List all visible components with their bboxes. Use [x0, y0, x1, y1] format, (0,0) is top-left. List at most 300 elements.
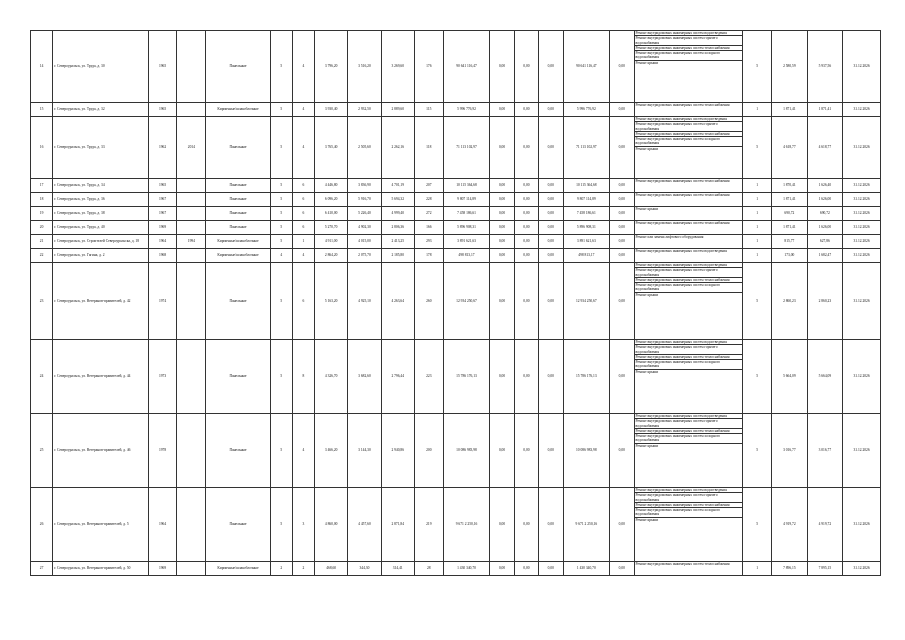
- table-row: [31, 235, 881, 249]
- total-area-cell: 6 410,00: [315, 207, 348, 221]
- repair-works-cell: [634, 221, 743, 235]
- deadline-date-cell: 31.12.2026: [843, 263, 881, 340]
- floors-count-cell: 5: [270, 488, 292, 562]
- municipal-funds-cell: 0,00: [539, 221, 563, 235]
- repair-works-cell: [634, 562, 743, 576]
- owners-funds-cell: 90 641 116,47: [563, 31, 610, 103]
- repair-work-item: Ремонт крыши: [635, 207, 659, 211]
- table-row: [31, 249, 881, 263]
- address-cell: г. Североуральск, ул. Труда, д. 34: [53, 179, 148, 193]
- municipal-funds-cell: 0,00: [539, 193, 563, 207]
- total-cost-cell: 90 641 116,47: [443, 31, 490, 103]
- total-cost-cell: 71 113 102,97: [443, 117, 490, 179]
- repair-works-cell: [634, 263, 743, 340]
- repair-work-item: Ремонт внутридомовых инженерных систем водоотведения: [635, 488, 743, 493]
- residents-count-cell: 219: [414, 488, 443, 562]
- repair-work-item: Ремонт внутридомовых инженерных систем горячего водоснабжения: [635, 419, 743, 429]
- row-number-cell: 16: [31, 117, 53, 179]
- repair-works-cell: [634, 235, 743, 249]
- address-cell: г. Североуральск, ул. Ветеранов-правителей, д. 42: [53, 263, 148, 340]
- deadline-date-cell: 31.12.2026: [843, 31, 881, 103]
- municipal-funds-cell: 0,00: [539, 103, 563, 117]
- table-row: [31, 207, 881, 221]
- floors-count-cell: 2: [270, 562, 292, 576]
- municipal-funds-cell: 0,00: [539, 263, 563, 340]
- premises-area-cell: 4 457,60: [348, 488, 381, 562]
- repair-work-item: Ремонт внутридомовых инженерных систем холодного водоснабжения: [635, 434, 743, 444]
- floors-count-cell: 5: [270, 117, 292, 179]
- regional-funds-cell: 0,00: [514, 103, 538, 117]
- year-reconstruction-cell: [177, 414, 206, 488]
- row-number-cell: 25: [31, 414, 53, 488]
- premises-area-cell: 5 226,40: [348, 207, 381, 221]
- repair-work-item: Ремонт крыши: [635, 517, 659, 522]
- table-row: [31, 179, 881, 193]
- floors-count-cell: 5: [270, 179, 292, 193]
- unit-cost-cell: 1 871,41: [772, 103, 808, 117]
- works-count-cell: 1: [743, 235, 772, 249]
- unit-cost-cell: 1 870,41: [772, 179, 808, 193]
- deadline-date-cell: 31.12.2026: [843, 117, 881, 179]
- repair-works-list: [635, 221, 743, 225]
- max-unit-cost-cell: 2 860,23: [807, 263, 843, 340]
- max-unit-cost-cell: 1 871,41: [807, 103, 843, 117]
- year-reconstruction-cell: [177, 103, 206, 117]
- residential-area-cell: 3 269,60: [381, 31, 414, 103]
- works-count-cell: 1: [743, 103, 772, 117]
- entrances-count-cell: 3: [292, 488, 314, 562]
- year-reconstruction-cell: [177, 193, 206, 207]
- premises-area-cell: 3 144,30: [348, 414, 381, 488]
- federal-funds-cell: 0,00: [490, 414, 514, 488]
- repair-works-list: [635, 179, 743, 183]
- regional-funds-cell: 0,00: [514, 249, 538, 263]
- federal-funds-cell: 0,00: [490, 31, 514, 103]
- repair-work-item: Ремонт внутридомовых инженерных систем горячего водоснабжения: [635, 345, 743, 355]
- residents-count-cell: 293: [414, 235, 443, 249]
- row-number-cell: 15: [31, 103, 53, 117]
- residential-area-cell: 4 701,19: [381, 179, 414, 193]
- regional-funds-cell: 0,00: [514, 263, 538, 340]
- other-funds-cell: 0,00: [610, 179, 634, 193]
- owners-funds-cell: 10 086 983,98: [563, 414, 610, 488]
- repair-work-item: Ремонт внутридомовых инженерных систем холодного водоснабжения: [635, 137, 743, 147]
- year-reconstruction-cell: 2014: [177, 117, 206, 179]
- repair-works-cell: [634, 249, 743, 263]
- wall-material-cell: Панельные: [206, 117, 270, 179]
- year-built-cell: 1978: [148, 414, 177, 488]
- floors-count-cell: 5: [270, 263, 292, 340]
- total-cost-cell: 10 115 364,68: [443, 179, 490, 193]
- premises-area-cell: 4 902,30: [348, 221, 381, 235]
- max-unit-cost-cell: 4 618,77: [807, 117, 843, 179]
- premises-area-cell: 2 505,60: [348, 117, 381, 179]
- unit-cost-cell: 4 618,77: [772, 117, 808, 179]
- municipal-funds-cell: 0,00: [539, 249, 563, 263]
- residents-count-cell: 200: [414, 414, 443, 488]
- residential-area-cell: 5 694,32: [381, 193, 414, 207]
- residents-count-cell: 223: [414, 340, 443, 414]
- premises-area-cell: 344,30: [348, 562, 381, 576]
- residential-area-cell: 2 413,25: [381, 235, 414, 249]
- table-row: [31, 31, 881, 103]
- repair-works-list: [635, 414, 743, 448]
- address-cell: г. Североуральск, ул. Труда, д. 40: [53, 221, 148, 235]
- residential-area-cell: 2 262,16: [381, 117, 414, 179]
- max-unit-cost-cell: 1 626,40: [807, 179, 843, 193]
- federal-funds-cell: 0,00: [490, 221, 514, 235]
- entrances-count-cell: 4: [292, 249, 314, 263]
- federal-funds-cell: 0,00: [490, 193, 514, 207]
- year-built-cell: 1962: [148, 117, 177, 179]
- repair-works-list: [635, 31, 743, 65]
- federal-funds-cell: 0,00: [490, 249, 514, 263]
- table-row: [31, 263, 881, 340]
- year-reconstruction-cell: [177, 263, 206, 340]
- repair-work-item: Ремонт внутридомовых инженерных систем холодного водоснабжения: [635, 508, 743, 518]
- wall-material-cell: Кирпичные/шлакоблочные: [206, 235, 270, 249]
- unit-cost-cell: 815,77: [772, 235, 808, 249]
- total-cost-cell: 9 671 2 250,16: [443, 488, 490, 562]
- address-cell: г. Североуральск, ул. Труда, д. 33: [53, 117, 148, 179]
- works-count-cell: 1: [743, 562, 772, 576]
- owners-funds-cell: 15 786 176,13: [563, 340, 610, 414]
- owners-funds-cell: 5 996 776,92: [563, 103, 610, 117]
- year-reconstruction-cell: 1994: [177, 235, 206, 249]
- premises-area-cell: 2 075,70: [348, 249, 381, 263]
- unit-cost-cell: 1 871,41: [772, 193, 808, 207]
- residential-area-cell: 2 796,44: [381, 340, 414, 414]
- repair-work-item: Ремонт или замена лифтового оборудования: [635, 235, 704, 239]
- address-cell: г. Североуральск, ул. Ветеранов-правителей, д. 5: [53, 488, 148, 562]
- max-unit-cost-cell: 690,72: [807, 207, 843, 221]
- year-built-cell: 1965: [148, 179, 177, 193]
- residential-area-cell: 314,41: [381, 562, 414, 576]
- wall-material-cell: Панельные: [206, 488, 270, 562]
- floors-count-cell: 5: [270, 31, 292, 103]
- repair-works-cell: [634, 207, 743, 221]
- federal-funds-cell: 0,00: [490, 340, 514, 414]
- works-count-cell: 1: [743, 193, 772, 207]
- deadline-date-cell: 31.12.2026: [843, 193, 881, 207]
- total-cost-cell: 15 786 176,13: [443, 340, 490, 414]
- table-row: [31, 488, 881, 562]
- floors-count-cell: 5: [270, 340, 292, 414]
- row-number-cell: 26: [31, 488, 53, 562]
- address-cell: г. Североуральск, ул. Труда, д. 36: [53, 193, 148, 207]
- other-funds-cell: 0,00: [610, 31, 634, 103]
- repair-works-list: [635, 117, 743, 151]
- wall-material-cell: Панельные: [206, 179, 270, 193]
- other-funds-cell: 0,00: [610, 235, 634, 249]
- repair-works-cell: [634, 179, 743, 193]
- municipal-funds-cell: 0,00: [539, 31, 563, 103]
- max-unit-cost-cell: 7 895,15: [807, 562, 843, 576]
- wall-material-cell: Панельные: [206, 263, 270, 340]
- deadline-date-cell: 31.12.2026: [843, 562, 881, 576]
- municipal-funds-cell: 0,00: [539, 488, 563, 562]
- wall-material-cell: Кирпичные/шлакоблочные: [206, 562, 270, 576]
- year-reconstruction-cell: [177, 31, 206, 103]
- max-unit-cost-cell: 1 626,00: [807, 221, 843, 235]
- wall-material-cell: Панельные: [206, 207, 270, 221]
- municipal-funds-cell: 0,00: [539, 117, 563, 179]
- repair-work-item: Ремонт внутридомовых инженерных систем холодного водоснабжения: [635, 283, 743, 293]
- repair-work-item: Ремонт внутридомовых инженерных систем горячего водоснабжения: [635, 493, 743, 503]
- municipal-funds-cell: 0,00: [539, 235, 563, 249]
- year-reconstruction-cell: [177, 179, 206, 193]
- repair-works-list: [635, 207, 743, 211]
- owners-funds-cell: 10 115 364,68: [563, 179, 610, 193]
- other-funds-cell: 0,00: [610, 414, 634, 488]
- total-area-cell: 4 860,00: [315, 488, 348, 562]
- repair-work-item: Ремонт крыши: [635, 369, 659, 374]
- municipal-funds-cell: 0,00: [539, 207, 563, 221]
- unit-cost-cell: 1 871,41: [772, 221, 808, 235]
- works-count-cell: 5: [743, 263, 772, 340]
- table-row: [31, 193, 881, 207]
- regional-funds-cell: 0,00: [514, 207, 538, 221]
- year-built-cell: 1965: [148, 31, 177, 103]
- works-count-cell: 5: [743, 488, 772, 562]
- owners-funds-cell: 71 113 102,97: [563, 117, 610, 179]
- repair-works-cell: [634, 31, 743, 103]
- total-cost-cell: 7 458 186,61: [443, 207, 490, 221]
- year-built-cell: 1968: [148, 249, 177, 263]
- total-cost-cell: 12 934 250,67: [443, 263, 490, 340]
- address-cell: г. Североуральск, ул. Гагина, д. 2: [53, 249, 148, 263]
- repair-work-item: Ремонт внутридомовых инженерных систем водоотведения: [635, 31, 743, 36]
- capital-repair-register-table: [30, 30, 881, 576]
- repair-work-item: Ремонт внутридомовых инженерных систем теплоснабжения: [635, 429, 743, 434]
- unit-cost-cell: 5 664,09: [772, 340, 808, 414]
- row-number-cell: 24: [31, 340, 53, 414]
- total-cost-cell: 10 086 983,98: [443, 414, 490, 488]
- floors-count-cell: 5: [270, 414, 292, 488]
- address-cell: г. Североуральск, ул. Ветеранов-правителей, д. 46: [53, 414, 148, 488]
- year-built-cell: 1969: [148, 221, 177, 235]
- total-cost-cell: 498 813,17: [443, 249, 490, 263]
- repair-works-cell: [634, 193, 743, 207]
- other-funds-cell: 0,00: [610, 249, 634, 263]
- residential-area-cell: 2 871,84: [381, 488, 414, 562]
- federal-funds-cell: 0,00: [490, 117, 514, 179]
- floors-count-cell: 4: [270, 249, 292, 263]
- owners-funds-cell: 7 458 186,61: [563, 207, 610, 221]
- deadline-date-cell: 31.12.2026: [843, 103, 881, 117]
- repair-works-list: [635, 263, 743, 297]
- other-funds-cell: 0,00: [610, 117, 634, 179]
- table-row: [31, 414, 881, 488]
- federal-funds-cell: 0,00: [490, 488, 514, 562]
- owners-funds-cell: 3 891 621,63: [563, 235, 610, 249]
- total-cost-cell: 3 891 621,63: [443, 235, 490, 249]
- repair-work-item: Ремонт внутридомовых инженерных систем теплоснабжения: [635, 221, 730, 225]
- entrances-count-cell: 8: [292, 340, 314, 414]
- other-funds-cell: 0,00: [610, 221, 634, 235]
- premises-area-cell: 3 682,60: [348, 340, 381, 414]
- deadline-date-cell: 31.12.2026: [843, 207, 881, 221]
- repair-work-item: Ремонт внутридомовых инженерных систем водоотведения: [635, 340, 743, 345]
- premises-area-cell: 2 932,50: [348, 103, 381, 117]
- repair-work-item: Ремонт внутридомовых инженерных систем теплоснабжения: [635, 278, 743, 283]
- entrances-count-cell: 4: [292, 414, 314, 488]
- total-area-cell: 4 326,70: [315, 340, 348, 414]
- owners-funds-cell: 1 430 340,70: [563, 562, 610, 576]
- works-count-cell: 5: [743, 31, 772, 103]
- residential-area-cell: 4 263,64: [381, 263, 414, 340]
- max-unit-cost-cell: 4 919,72: [807, 488, 843, 562]
- regional-funds-cell: 0,00: [514, 414, 538, 488]
- deadline-date-cell: 31.12.2026: [843, 414, 881, 488]
- other-funds-cell: 0,00: [610, 207, 634, 221]
- premises-area-cell: 3 836,90: [348, 179, 381, 193]
- repair-work-item: Ремонт внутридомовых инженерных систем водоотведения: [635, 414, 743, 419]
- deadline-date-cell: 31.12.2026: [843, 249, 881, 263]
- wall-material-cell: Панельные: [206, 193, 270, 207]
- max-unit-cost-cell: 1 682,47: [807, 249, 843, 263]
- repair-work-item: Ремонт крыши: [635, 443, 659, 448]
- entrances-count-cell: 1: [292, 235, 314, 249]
- address-cell: г. Североуральск, ул. Ветеранов-правителей, д. 50: [53, 562, 148, 576]
- repair-work-item: Ремонт внутридомовых инженерных систем холодного водоснабжения: [635, 360, 743, 370]
- repair-work-item: Ремонт внутридомовых инженерных систем теплоснабжения: [635, 179, 730, 183]
- unit-cost-cell: 3 016,77: [772, 414, 808, 488]
- entrances-count-cell: 6: [292, 221, 314, 235]
- regional-funds-cell: 0,00: [514, 488, 538, 562]
- year-built-cell: 1967: [148, 193, 177, 207]
- row-number-cell: 18: [31, 193, 53, 207]
- row-number-cell: 14: [31, 31, 53, 103]
- other-funds-cell: 0,00: [610, 340, 634, 414]
- repair-work-item: Ремонт внутридомовых инженерных систем теплоснабжения: [635, 193, 730, 197]
- address-cell: г. Североуральск, ул. Труда, д. 30: [53, 31, 148, 103]
- entrances-count-cell: 6: [292, 207, 314, 221]
- total-cost-cell: 5 996 776,92: [443, 103, 490, 117]
- federal-funds-cell: 0,00: [490, 103, 514, 117]
- total-area-cell: 3 765,40: [315, 117, 348, 179]
- total-cost-cell: 1 430 340,70: [443, 562, 490, 576]
- repair-works-list: [635, 562, 743, 566]
- year-reconstruction-cell: [177, 562, 206, 576]
- entrances-count-cell: 6: [292, 263, 314, 340]
- repair-works-cell: [634, 414, 743, 488]
- repair-work-item: Ремонт крыши: [635, 146, 659, 151]
- repair-works-list: [635, 249, 743, 253]
- repair-works-list: [635, 340, 743, 374]
- other-funds-cell: 0,00: [610, 193, 634, 207]
- floors-count-cell: 5: [270, 235, 292, 249]
- row-number-cell: 20: [31, 221, 53, 235]
- total-area-cell: 468,60: [315, 562, 348, 576]
- residents-count-cell: 178: [414, 249, 443, 263]
- table-row: [31, 117, 881, 179]
- unit-cost-cell: 7 896,15: [772, 562, 808, 576]
- wall-material-cell: Кирпичные/шлакоблочные: [206, 249, 270, 263]
- owners-funds-cell: 498 813,17: [563, 249, 610, 263]
- residential-area-cell: 2 889,60: [381, 103, 414, 117]
- federal-funds-cell: 0,00: [490, 562, 514, 576]
- works-count-cell: 1: [743, 221, 772, 235]
- deadline-date-cell: 31.12.2026: [843, 488, 881, 562]
- regional-funds-cell: 0,00: [514, 562, 538, 576]
- municipal-funds-cell: 0,00: [539, 562, 563, 576]
- table-row: [31, 103, 881, 117]
- row-number-cell: 23: [31, 263, 53, 340]
- works-count-cell: 1: [743, 249, 772, 263]
- federal-funds-cell: 0,00: [490, 207, 514, 221]
- repair-works-list: [635, 488, 743, 522]
- residential-area-cell: 2 806,36: [381, 221, 414, 235]
- repair-works-cell: [634, 103, 743, 117]
- residents-count-cell: 207: [414, 179, 443, 193]
- works-count-cell: 5: [743, 117, 772, 179]
- federal-funds-cell: 0,00: [490, 263, 514, 340]
- regional-funds-cell: 0,00: [514, 179, 538, 193]
- residents-count-cell: 228: [414, 193, 443, 207]
- total-area-cell: 2 864,20: [315, 249, 348, 263]
- regional-funds-cell: 0,00: [514, 117, 538, 179]
- total-area-cell: 3 466,20: [315, 414, 348, 488]
- regional-funds-cell: 0,00: [514, 193, 538, 207]
- repair-work-item: Ремонт внутридомовых инженерных систем теплоснабжения: [635, 562, 730, 566]
- total-cost-cell: 5 896 908,31: [443, 221, 490, 235]
- regional-funds-cell: 0,00: [514, 31, 538, 103]
- entrances-count-cell: 4: [292, 103, 314, 117]
- floors-count-cell: 5: [270, 207, 292, 221]
- table-row: [31, 562, 881, 576]
- wall-material-cell: Панельные: [206, 414, 270, 488]
- total-area-cell: 4 446,80: [315, 179, 348, 193]
- unit-cost-cell: 4 919,72: [772, 488, 808, 562]
- municipal-funds-cell: 0,00: [539, 340, 563, 414]
- floors-count-cell: 5: [270, 103, 292, 117]
- max-unit-cost-cell: 3 016,77: [807, 414, 843, 488]
- wall-material-cell: Панельные: [206, 340, 270, 414]
- regional-funds-cell: 0,00: [514, 235, 538, 249]
- repair-work-item: Ремонт внутридомовых инженерных систем водоотведения: [635, 263, 743, 268]
- address-cell: г. Североуральск, ул. Строителей Североуральска, д. 18: [53, 235, 148, 249]
- entrances-count-cell: 6: [292, 179, 314, 193]
- year-reconstruction-cell: [177, 488, 206, 562]
- unit-cost-cell: 2 580,59: [772, 31, 808, 103]
- year-built-cell: 1973: [148, 340, 177, 414]
- total-area-cell: 3 796,20: [315, 31, 348, 103]
- repair-work-item: Ремонт внутридомовых инженерных систем водоотведения: [635, 249, 727, 253]
- wall-material-cell: Кирпичные/шлакоблочные: [206, 103, 270, 117]
- row-number-cell: 21: [31, 235, 53, 249]
- residents-count-cell: 260: [414, 263, 443, 340]
- wall-material-cell: Панельные: [206, 31, 270, 103]
- premises-area-cell: 4 925,10: [348, 263, 381, 340]
- unit-cost-cell: 173,00: [772, 249, 808, 263]
- works-count-cell: 1: [743, 207, 772, 221]
- year-built-cell: 1965: [148, 103, 177, 117]
- floors-count-cell: 5: [270, 221, 292, 235]
- repair-work-item: Ремонт внутридомовых инженерных систем водоотведения: [635, 117, 743, 122]
- year-reconstruction-cell: [177, 340, 206, 414]
- year-reconstruction-cell: [177, 207, 206, 221]
- address-cell: г. Североуральск, ул. Труда, д. 32: [53, 103, 148, 117]
- owners-funds-cell: 5 896 908,31: [563, 221, 610, 235]
- repair-works-list: [635, 235, 743, 239]
- premises-area-cell: 3 516,20: [348, 31, 381, 103]
- total-area-cell: 6 096,20: [315, 193, 348, 207]
- repair-works-list: [635, 193, 743, 197]
- deadline-date-cell: 31.12.2026: [843, 235, 881, 249]
- entrances-count-cell: 4: [292, 117, 314, 179]
- residents-count-cell: 115: [414, 103, 443, 117]
